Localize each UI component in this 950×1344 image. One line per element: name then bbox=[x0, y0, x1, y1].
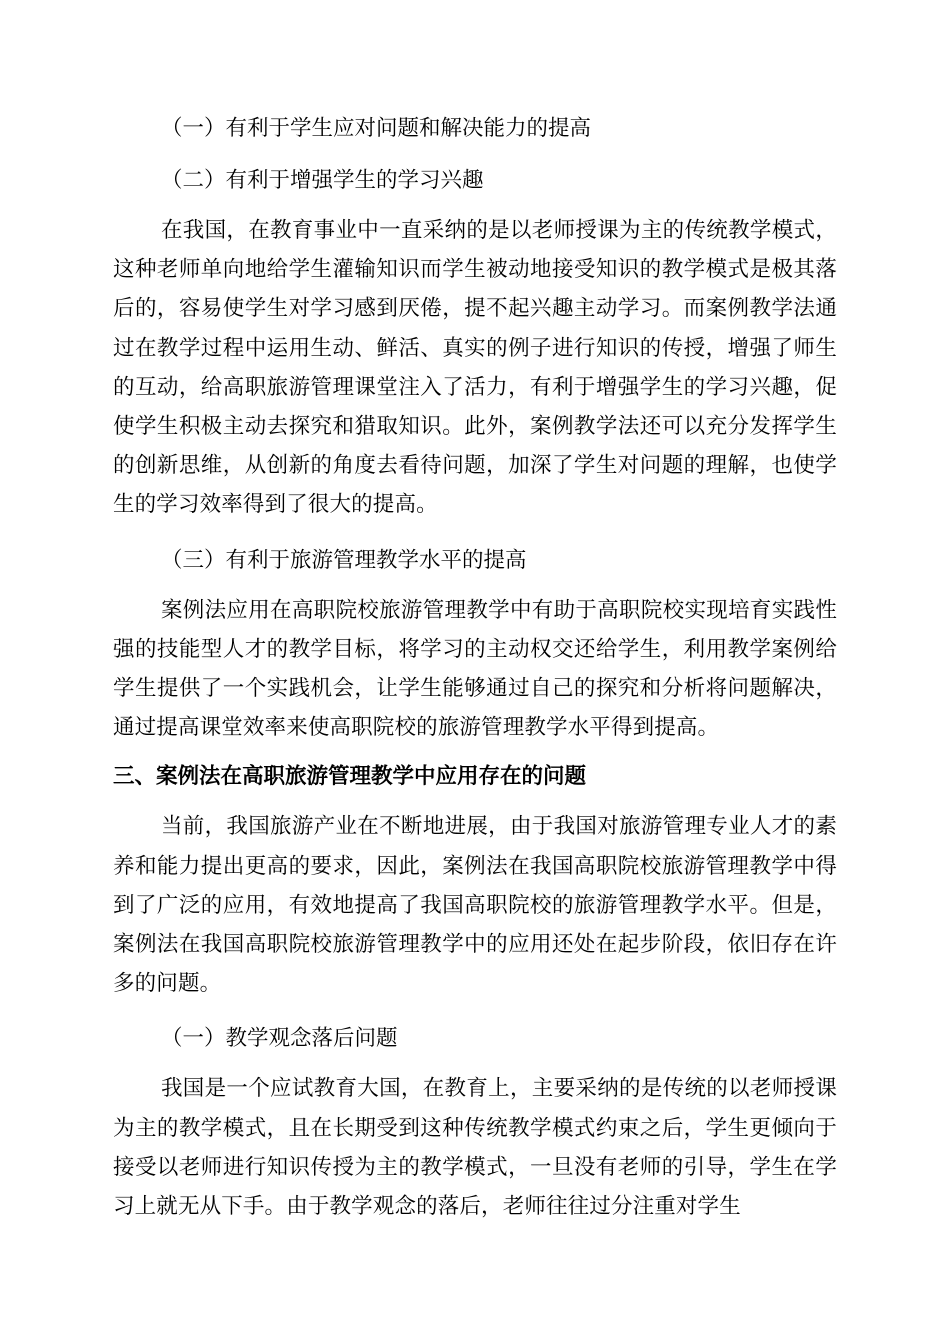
paragraph-current-status: 当前，我国旅游产业在不断地进展，由于我国对旅游管理专业人才的素养和能力提出更高的要求，因此，案例法在我国高职院校旅游管理教学中得到了广泛的应用，有效地提高了我国高职院校的旅游管理教学水平。但是，案例法在我国高职院校旅游管理教学中的应用还处在起步阶段，依旧存在许多的问题。 bbox=[113, 814, 837, 997]
document-page bbox=[113, 107, 837, 1226]
subheading-outdated-concepts: （一）教学观念落后问题 bbox=[161, 1026, 398, 1052]
paragraph-teaching-level: 案例法应用在高职院校旅游管理教学中有助于高职院校实现培育实践性强的技能型人才的教学目标，将学习的主动权交还给学生，利用教学案例给学生提供了一个实践机会，让学生能够通过自己的探究和分析将问题解决，通过提高课堂效率来使高职院校的旅游管理教学水平得到提高。 bbox=[113, 597, 837, 741]
section-heading-problems: 三、案例法在高职旅游管理教学中应用存在的问题 bbox=[113, 764, 587, 790]
paragraph-outdated-concepts: 我国是一个应试教育大国，在教育上，主要采纳的是传统的以老师授课为主的教学模式，且在长期受到这种传统教学模式约束之后，学生更倾向于接受以老师进行知识传授为主的教学模式，一旦没有老师的引导，学生在学习上就无从下手。由于教学观念的落后，老师往往过分注重对学生 bbox=[113, 1076, 837, 1220]
subheading-learning-interest: （二）有利于增强学生的学习兴趣 bbox=[161, 168, 484, 193]
subheading-problem-solving: （一）有利于学生应对问题和解决能力的提高 bbox=[161, 116, 592, 141]
subheading-teaching-level: （三）有利于旅游管理教学水平的提高 bbox=[161, 547, 527, 573]
paragraph-learning-interest: 在我国，在教育事业中一直采纳的是以老师授课为主的传统教学模式，这种老师单向地给学生灌输知识而学生被动地接受知识的教学模式是极其落后的，容易使学生对学习感到厌倦，提不起兴趣主动学习。而案例教学法通过在教学过程中运用生动、鲜活、真实的例子进行知识的传授，增强了师生的互动，给高职旅游管理课堂注入了活力，有利于增强学生的学习兴趣，促使学生积极主动去探究和猎取知识。此外，案例教学法还可以充分发挥学生的创新思维，从创新的角度去看待问题，加深了学生对问题的理解，也使学生的学习效率得到了很大的提高。 bbox=[113, 218, 837, 518]
